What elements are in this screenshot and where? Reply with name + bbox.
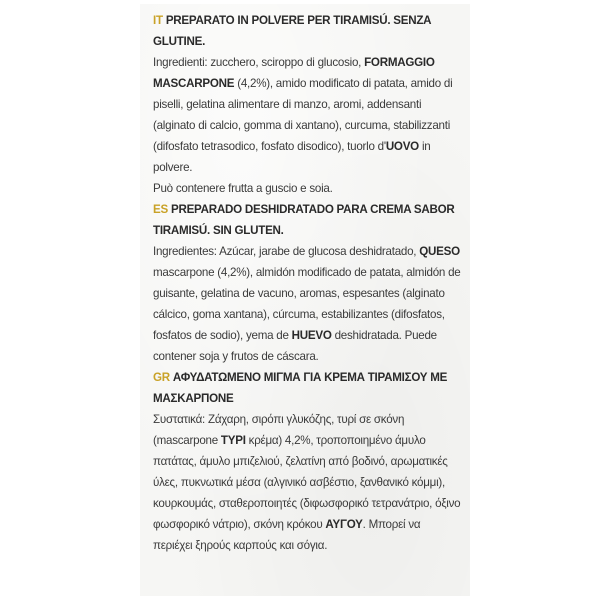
ingredients-part: in polvere. [153, 140, 431, 174]
ingredients-part: Ingredientes: Azúcar, jarabe de glucosa deshidratado, [153, 245, 420, 258]
ingredient-label [140, 4, 470, 596]
ingredients-part: κρέμα) 4,2%, τροποποιημένο άμυλο πατάτας, άμυλο μπιζελιού, ζελατίνη από βοδινό, αρωματικές ύλες, πυκνωτικά μέσα (αλγινικό ασβέστιο, ξανθανικό κόμμι), κουρκουμάς, σταθεροποιητές (διφωσφορικό τετρανάτριο, όξινο φωσφορικό νάτριο), σκόνη κρόκου [153, 434, 461, 531]
ingredients-text [153, 409, 462, 556]
language-code: IT [153, 14, 163, 27]
allergen-text: ΤΥΡΙ [220, 434, 246, 447]
section-es [153, 199, 462, 367]
ingredients-text [153, 52, 462, 178]
language-code: ES [153, 203, 168, 216]
ingredients-part: mascarpone (4,2%), almidón modificado de patata, almidón de guisante, gelatina de vacuno, aromas, espesantes (alginato cálcico, goma xantana), cúrcuma, estabilizantes (difosfatos, fosfatos de sodio), yema de [153, 266, 461, 342]
allergen-text: FORMAGGIO MASCARPONE [153, 56, 435, 90]
allergen-text: UOVO [385, 140, 419, 153]
section-title [153, 10, 462, 52]
language-code: GR [153, 371, 170, 384]
product-title: PREPARATO IN POLVERE PER TIRAMISÚ. SENZA GLUTINE. [153, 14, 431, 48]
section-gr [153, 367, 462, 556]
ingredients-part: Συστατικά: Ζάχαρη, σιρόπι γλυκόζης, τυρί σε σκόνη (mascarpone [153, 413, 405, 447]
allergen-text: QUESO [419, 245, 460, 258]
product-title: PREPARADO DESHIDRATADO PARA CREMA SABOR TIRAMISÚ. SIN GLUTEN. [153, 203, 455, 237]
ingredients-part: deshidratada. Puede contener soja y frutos de cáscara. [153, 329, 437, 363]
allergen-text: ΑΥΓΟΥ [325, 518, 363, 531]
product-title: ΑΦΥΔΑΤΩΜΕΝΟ ΜΙΓΜΑ ΓΙΑ ΚΡΕΜΑ ΤΙΡΑΜΙΣΟΥ ΜΕ ΜΑΣΚΑΡΠΟΝΕ [153, 371, 448, 405]
ingredients-part: Ingredienti: zucchero, sciroppo di glucosio, [153, 56, 365, 69]
ingredients-part: . Μπορεί να περιέχει ξηρούς καρπούς και σόγια. [153, 518, 421, 552]
allergen-note: Può contenere frutta a guscio e soia. [153, 182, 333, 195]
section-it [153, 10, 462, 199]
ingredients-part: (4,2%), amido modificato di patata, amido di piselli, gelatina alimentare di manzo, aromi, addensanti (alginato di calcio, gomma di xantano), curcuma, stabilizzanti (difosfato tetrasodico, fosfato disodico), tuorlo d' [153, 77, 453, 153]
section-title [153, 199, 462, 241]
allergen-text: HUEVO [291, 329, 332, 342]
section-title [153, 367, 462, 409]
ingredients-text [153, 241, 462, 367]
